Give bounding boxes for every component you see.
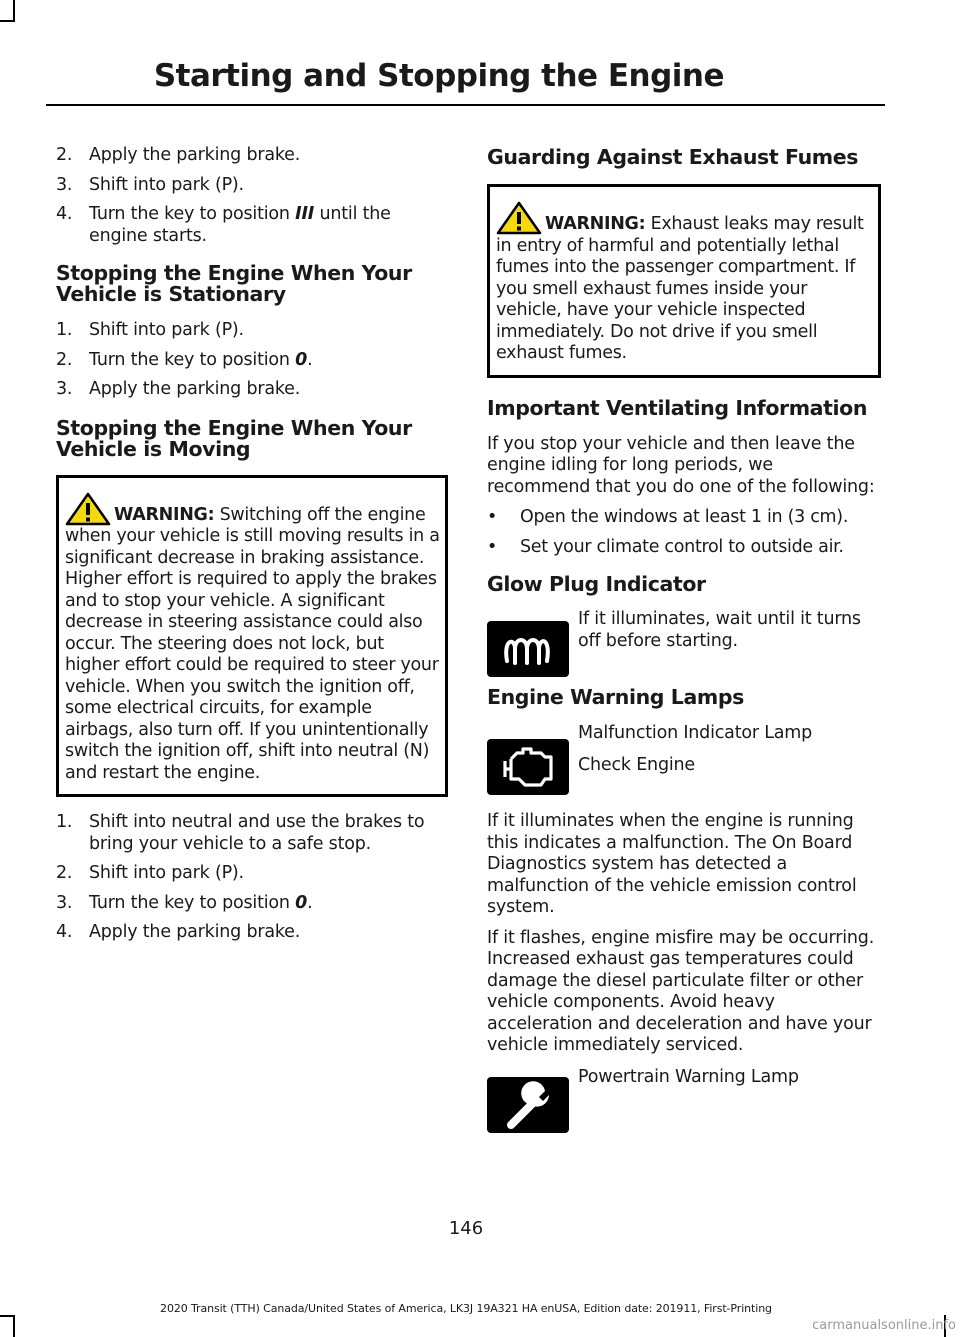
- paragraph: If it flashes, engine misfire may be occurring. Increased exhaust gas temperatures could damage the diesel particulate filter or other vehicle components. Avoid heavy acceleration and deceleration and have your vehicle immediately serviced.: [487, 927, 875, 1055]
- powertrain-label: Powertrain Warning Lamp: [578, 1066, 799, 1087]
- page-number: 146: [448, 1218, 484, 1239]
- list-item: • Set your climate control to outside air.: [487, 536, 844, 557]
- list-item: 2. Shift into park (P).: [56, 863, 244, 883]
- paragraph: If you stop your vehicle and then leave the engine idling for long periods, we recommend that you do one of the following:: [487, 433, 875, 497]
- glow-plug-description: If it illuminates, wait until it turns off before starting.: [578, 609, 861, 651]
- paragraph: If it illuminates when the engine is running this indicates a malfunction. The On Board Diagnostics system has detected a malfunction of the vehicle emission control system.: [487, 811, 857, 917]
- list-item: 3. Apply the parking brake.: [56, 379, 301, 399]
- section-heading-glow-plug: Glow Plug Indicator: [487, 572, 706, 596]
- list-item: 3. Shift into park (P).: [56, 174, 244, 195]
- list-item: 2. Turn the key to position 0.: [56, 349, 313, 370]
- crop-mark: [13, 0, 15, 22]
- mil-label: Malfunction Indicator Lamp: [578, 723, 813, 743]
- left-column: [56, 145, 448, 952]
- list-item: 4. Apply the parking brake.: [56, 922, 301, 942]
- crop-mark: [0, 1315, 15, 1317]
- section-heading-moving: Stopping the Engine When Your Vehicle is Moving: [56, 415, 412, 461]
- page-title: Starting and Stopping the Engine: [153, 58, 724, 94]
- powertrain-row: [487, 1067, 881, 1147]
- list-item: 3. Turn the key to position 0.: [56, 892, 313, 913]
- list-item: 1. Shift into park (P).: [56, 320, 244, 340]
- warning-box: WARNING: Exhaust leaks may result in entry of harmful and potentially lethal fumes into the passenger compartment. If you smell exhaust fumes inside your vehicle, have your vehicle inspected immediately. Do not drive if you smell exhaust fumes.: [487, 184, 881, 378]
- warning-box: WARNING: Switching off the engine when your vehicle is still moving results in a significant decrease in braking assistance. Higher effort is required to apply the brakes and to stop your vehicle. A significant decrease in steering assistance could also occur. The steering does not lock, but higher effort could be required to steer your vehicle. When you switch the ignition off, some electrical circuits, for example airbags, also turn off. If you unintentionally switch the ignition off, shift into neutral (N) and restart the engine.: [56, 475, 448, 798]
- list-item: 2. Apply the parking brake.: [56, 145, 301, 165]
- glow-plug-icon: [487, 621, 569, 677]
- engine-icon: [487, 739, 569, 795]
- warning-triangle-icon: [65, 492, 111, 526]
- section-heading-ventilating: Important Ventilating Information: [487, 395, 868, 420]
- crop-mark: [0, 20, 15, 22]
- crop-mark: [13, 1315, 15, 1337]
- watermark: carmanualsonline.info: [812, 1318, 956, 1333]
- wrench-icon: [487, 1077, 569, 1133]
- list-item: 1. Shift into neutral and use the brakes to bring your vehicle to a safe stop.: [56, 812, 425, 854]
- footer: 2020 Transit (TTH) Canada/United States of America, LK3J 19A321 HA enUSA, Edition date: 201911, First-Printing: [160, 1302, 772, 1315]
- glow-plug-row: [487, 609, 881, 669]
- section-heading-exhaust: Guarding Against Exhaust Fumes: [487, 145, 859, 169]
- warning-triangle-icon: [496, 201, 542, 235]
- section-heading-stationary: Stopping the Engine When Your Vehicle is Stationary: [56, 261, 412, 306]
- list-item: 4. Turn the key to position III until the engine starts.: [56, 204, 391, 246]
- right-column: [487, 145, 881, 1155]
- section-heading-engine-lamps: Engine Warning Lamps: [487, 685, 744, 709]
- check-engine-label: Check Engine: [578, 754, 695, 775]
- header-divider: [46, 104, 885, 106]
- mil-row: [487, 723, 881, 803]
- list-item: • Open the windows at least 1 in (3 cm).: [487, 507, 849, 527]
